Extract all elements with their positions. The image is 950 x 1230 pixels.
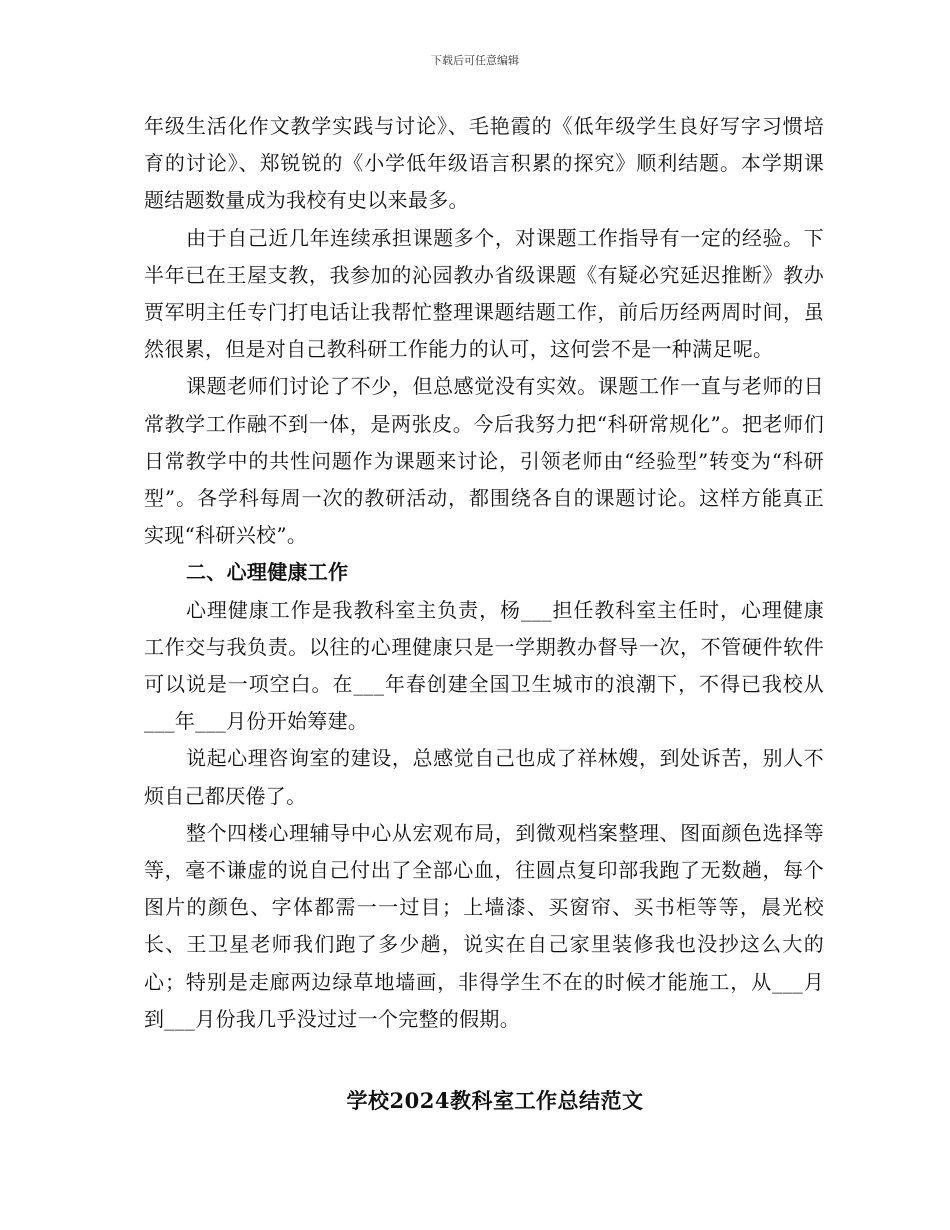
document-body <box>144 108 824 1038</box>
paragraph-6: 整个四楼心理辅导中心从宏观布局，到微观档案整理、图面颜色选择等等，毫不谦虚的说自己付出了全部心血，往圆点复印部我跑了无数趟，每个图片的颜色、字体都需一一过目；上墙漆、买窗帘、买书柜等等，晨光校长、王卫星老师我们跑了多少趟，说实在自己家里装修我也没抄这么大的心；特别是走廊两边绿草地墙画，非得学生不在的时候才能施工，从___月到___月份我几乎没过过一个完整的假期。 <box>144 820 824 1031</box>
section-heading-psychology: 二、心理健康工作 <box>186 560 349 585</box>
paragraph-5: 说起心理咨询室的建设，总感觉自己也成了祥林嫂，到处诉苦，别人不烦自己都厌倦了。 <box>144 746 824 808</box>
document-title: 学校2024教科室工作总结范文 <box>346 1088 644 1113</box>
page-header: 下载后可任意编辑 <box>431 54 519 67</box>
paragraph-1: 年级生活化作文教学实践与讨论》、毛艳霞的《低年级学生良好写字习惯培育的讨论》、郑锐锐的《小学低年级语言积累的探究》顺利结题。本学期课题结题数量成为我校有史以来最多。 <box>144 114 824 213</box>
paragraph-4: 心理健康工作是我教科室主负责，杨___担任教科室主任时，心理健康工作交与我负责。以往的心理健康只是一学期教办督导一次，不管硬件软件可以说是一项空白。在___年春创建全国卫生城市的浪潮下，不得已我校从___年___月份开始筹建。 <box>144 597 824 734</box>
paragraph-2: 由于自己近几年连续承担课题多个，对课题工作指导有一定的经验。下半年已在王屋支教，我参加的沁园教办省级课题《有疑必究延迟推断》教办贾军明主任专门打电话让我帮忙整理课题结题工作，前后历经两周时间，虽然很累，但是对自己教科研工作能力的认可，这何尝不是一种满足呢。 <box>144 225 824 362</box>
paragraph-3: 课题老师们讨论了不少，但总感觉没有实效。课题工作一直与老师的日常教学工作融不到一体，是两张皮。今后我努力把“科研常规化”。把老师们日常教学中的共性问题作为课题来讨论，引领老师由“经验型”转变为“科研型”。各学科每周一次的教研活动，都围绕各自的课题讨论。这样方能真正实现“科研兴校”。 <box>144 374 824 548</box>
